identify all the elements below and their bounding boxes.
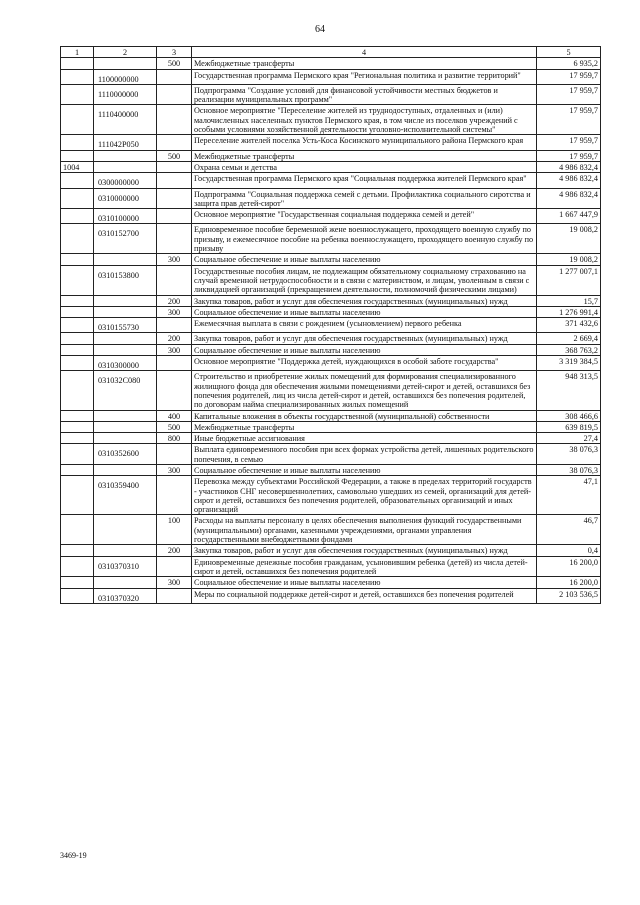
row-target-code — [94, 306, 157, 317]
row-expense-type: 500 — [157, 421, 192, 432]
row-amount: 17 959,7 — [537, 105, 601, 135]
table-row — [61, 58, 601, 69]
row-section-code — [61, 84, 94, 105]
row-expense-type — [157, 224, 192, 254]
row-name: Основное мероприятие "Переселение жителей из труднодоступных, отдаленных и (или) малочисленных населенных пунктов Пермского края, в том числе из поселков учреждений с особыми условиями хозяйственной деятельности уголовно-исполнительной системы" — [192, 105, 537, 135]
row-amount: 308 466,6 — [537, 410, 601, 421]
row-section-code: 1004 — [61, 161, 94, 172]
row-expense-type: 300 — [157, 306, 192, 317]
table-row — [61, 464, 601, 475]
row-expense-type — [157, 356, 192, 371]
document-footer-code: 3469-19 — [60, 851, 87, 860]
row-section-code — [61, 209, 94, 224]
row-section-code — [61, 344, 94, 355]
row-target-code — [94, 333, 157, 344]
row-section-code — [61, 464, 94, 475]
row-amount: 17 959,7 — [537, 84, 601, 105]
row-target-code: 0310370320 — [94, 588, 157, 603]
row-target-code: 031032С080 — [94, 371, 157, 410]
row-name: Выплата единовременного пособия при всех формах устройства детей, лишенных родительского попечения, в семью — [192, 444, 537, 465]
row-target-code — [94, 433, 157, 444]
table-row — [61, 161, 601, 172]
row-expense-type — [157, 173, 192, 188]
table-row — [61, 410, 601, 421]
row-section-code — [61, 577, 94, 588]
row-name: Социальное обеспечение и иные выплаты населению — [192, 254, 537, 265]
row-expense-type — [157, 371, 192, 410]
row-amount: 368 763,2 — [537, 344, 601, 355]
row-expense-type — [157, 588, 192, 603]
row-name: Основное мероприятие "Государственная социальная поддержка семей и детей" — [192, 209, 537, 224]
row-name: Государственная программа Пермского края "Социальная поддержка жителей Пермского края" — [192, 173, 537, 188]
row-expense-type: 100 — [157, 515, 192, 545]
row-name: Социальное обеспечение и иные выплаты населению — [192, 577, 537, 588]
row-name: Строительство и приобретение жилых помещений для формирования специализированного жилищного фонда для обеспечения жилыми помещениями детей-сирот и детей, оставшихся без попечения родителей, лиц из числа детей-сирот и детей, оставшихся без попечения родителей, по договорам найма специализированных жилых помещений — [192, 371, 537, 410]
row-target-code: 0310300000 — [94, 356, 157, 371]
row-name: Закупка товаров, работ и услуг для обеспечения государственных (муниципальных) нужд — [192, 295, 537, 306]
row-amount: 17 959,7 — [537, 150, 601, 161]
table-row — [61, 135, 601, 150]
table-row — [61, 318, 601, 333]
row-amount: 2 103 536,5 — [537, 588, 601, 603]
row-amount: 3 319 384,5 — [537, 356, 601, 371]
row-section-code — [61, 224, 94, 254]
row-amount: 17 959,7 — [537, 69, 601, 84]
table-row — [61, 306, 601, 317]
row-target-code: 0310370310 — [94, 556, 157, 577]
row-name: Государственная программа Пермского края "Региональная политика и развитие территорий" — [192, 69, 537, 84]
row-target-code: 0310152700 — [94, 224, 157, 254]
table-row — [61, 188, 601, 209]
row-expense-type: 200 — [157, 545, 192, 556]
row-name: Межбюджетные трансферты — [192, 150, 537, 161]
row-expense-type — [157, 105, 192, 135]
row-amount: 4 986 832,4 — [537, 173, 601, 188]
page-number: 64 — [315, 24, 325, 35]
row-expense-type — [157, 556, 192, 577]
row-amount: 1 277 007,1 — [537, 265, 601, 295]
row-amount: 38 076,3 — [537, 444, 601, 465]
row-section-code — [61, 254, 94, 265]
row-target-code: 1100000000 — [94, 69, 157, 84]
row-expense-type: 300 — [157, 577, 192, 588]
row-section-code — [61, 306, 94, 317]
row-target-code: 111042Р050 — [94, 135, 157, 150]
table-row — [61, 421, 601, 432]
table-row — [61, 209, 601, 224]
table-row — [61, 577, 601, 588]
row-section-code — [61, 588, 94, 603]
row-section-code — [61, 173, 94, 188]
row-section-code — [61, 265, 94, 295]
row-amount: 4 986 832,4 — [537, 161, 601, 172]
table-row — [61, 556, 601, 577]
row-target-code — [94, 515, 157, 545]
row-target-code — [94, 295, 157, 306]
row-name: Государственные пособия лицам, не подлежащим обязательному социальному страхованию на случай временной нетрудоспособности и в связи с материнством, и лицам, уволенным в связи с ликвидацией организаций (прекращением деятельности, полномочий физическими лицами) — [192, 265, 537, 295]
row-expense-type: 300 — [157, 254, 192, 265]
row-target-code: 0310100000 — [94, 209, 157, 224]
row-name: Межбюджетные трансферты — [192, 421, 537, 432]
table-row — [61, 265, 601, 295]
row-target-code: 0310352600 — [94, 444, 157, 465]
row-expense-type — [157, 476, 192, 515]
table-row — [61, 84, 601, 105]
budget-table — [60, 46, 601, 604]
row-expense-type — [157, 318, 192, 333]
row-name: Подпрограмма "Социальная поддержка семей с детьми. Профилактика социального сиротства и защита прав детей-сирот" — [192, 188, 537, 209]
row-section-code — [61, 410, 94, 421]
header-section: 1 — [61, 47, 94, 58]
budget-table-wrapper — [60, 46, 600, 604]
table-row — [61, 69, 601, 84]
row-amount: 0,4 — [537, 545, 601, 556]
header-expense-type: 3 — [157, 47, 192, 58]
row-section-code — [61, 556, 94, 577]
row-expense-type: 500 — [157, 58, 192, 69]
row-target-code: 0310359400 — [94, 476, 157, 515]
row-section-code — [61, 433, 94, 444]
row-amount: 371 432,6 — [537, 318, 601, 333]
row-amount: 15,7 — [537, 295, 601, 306]
row-expense-type — [157, 84, 192, 105]
row-target-code — [94, 344, 157, 355]
row-target-code — [94, 161, 157, 172]
header-name: 4 — [192, 47, 537, 58]
row-name: Основное мероприятие "Поддержка детей, нуждающихся в особой заботе государства" — [192, 356, 537, 371]
row-amount: 1 667 447,9 — [537, 209, 601, 224]
row-name: Единовременное пособие беременной жене военнослужащего, проходящего военную службу по призыву, и ежемесячное пособие на ребенка военнослужащего, проходящего военную службу по призыву — [192, 224, 537, 254]
row-section-code — [61, 188, 94, 209]
row-expense-type: 400 — [157, 410, 192, 421]
row-target-code: 0310153800 — [94, 265, 157, 295]
row-section-code — [61, 545, 94, 556]
row-target-code: 0310000000 — [94, 188, 157, 209]
row-target-code: 0310155730 — [94, 318, 157, 333]
row-expense-type: 200 — [157, 333, 192, 344]
row-section-code — [61, 318, 94, 333]
row-amount: 27,4 — [537, 433, 601, 444]
row-expense-type: 800 — [157, 433, 192, 444]
row-target-code: 0300000000 — [94, 173, 157, 188]
row-amount: 1 276 991,4 — [537, 306, 601, 317]
row-name: Межбюджетные трансферты — [192, 58, 537, 69]
row-target-code — [94, 421, 157, 432]
row-section-code — [61, 333, 94, 344]
row-amount: 639 819,5 — [537, 421, 601, 432]
row-expense-type: 500 — [157, 150, 192, 161]
table-row — [61, 356, 601, 371]
row-expense-type — [157, 209, 192, 224]
table-body — [61, 58, 601, 604]
row-section-code — [61, 444, 94, 465]
row-name: Единовременные денежные пособия гражданам, усыновившим ребенка (детей) из числа детей-сирот и детей, оставшихся без попечения родителей — [192, 556, 537, 577]
row-amount: 17 959,7 — [537, 135, 601, 150]
row-section-code — [61, 371, 94, 410]
row-expense-type: 300 — [157, 464, 192, 475]
row-section-code — [61, 105, 94, 135]
row-name: Расходы на выплаты персоналу в целях обеспечения выполнения функций государственными (муниципальными) органами, казенными учреждениями, органами управления государственными внебюджетными фондами — [192, 515, 537, 545]
table-row — [61, 344, 601, 355]
row-section-code — [61, 421, 94, 432]
table-header-row — [61, 47, 601, 58]
row-expense-type: 200 — [157, 295, 192, 306]
row-name: Социальное обеспечение и иные выплаты населению — [192, 306, 537, 317]
row-name: Закупка товаров, работ и услуг для обеспечения государственных (муниципальных) нужд — [192, 333, 537, 344]
header-amount: 5 — [537, 47, 601, 58]
row-section-code — [61, 69, 94, 84]
row-expense-type — [157, 69, 192, 84]
row-section-code — [61, 295, 94, 306]
table-row — [61, 224, 601, 254]
row-section-code — [61, 135, 94, 150]
row-section-code — [61, 150, 94, 161]
table-row — [61, 433, 601, 444]
row-expense-type: 300 — [157, 344, 192, 355]
row-amount: 38 076,3 — [537, 464, 601, 475]
row-name: Иные бюджетные ассигнования — [192, 433, 537, 444]
table-row — [61, 588, 601, 603]
row-amount: 6 935,2 — [537, 58, 601, 69]
row-target-code — [94, 58, 157, 69]
row-section-code — [61, 58, 94, 69]
row-name: Закупка товаров, работ и услуг для обеспечения государственных (муниципальных) нужд — [192, 545, 537, 556]
row-amount: 16 200,0 — [537, 577, 601, 588]
table-row — [61, 295, 601, 306]
table-row — [61, 476, 601, 515]
row-name: Переселение жителей поселка Усть-Коса Косинского муниципального района Пермского края — [192, 135, 537, 150]
table-row — [61, 371, 601, 410]
row-section-code — [61, 356, 94, 371]
row-section-code — [61, 476, 94, 515]
table-row — [61, 545, 601, 556]
row-name: Подпрограмма "Создание условий для финансовой устойчивости местных бюджетов и реализации муниципальных программ" — [192, 84, 537, 105]
row-expense-type — [157, 265, 192, 295]
row-expense-type — [157, 161, 192, 172]
table-row — [61, 173, 601, 188]
row-name: Социальное обеспечение и иные выплаты населению — [192, 464, 537, 475]
row-name: Ежемесячная выплата в связи с рождением (усыновлением) первого ребенка — [192, 318, 537, 333]
row-name: Капитальные вложения в объекты государственной (муниципальной) собственности — [192, 410, 537, 421]
row-expense-type — [157, 444, 192, 465]
table-row — [61, 150, 601, 161]
row-target-code — [94, 150, 157, 161]
row-amount: 46,7 — [537, 515, 601, 545]
row-expense-type — [157, 135, 192, 150]
row-target-code: 1110400000 — [94, 105, 157, 135]
row-name: Охрана семьи и детства — [192, 161, 537, 172]
row-name: Меры по социальной поддержке детей-сирот и детей, оставшихся без попечения родителей — [192, 588, 537, 603]
row-name: Социальное обеспечение и иные выплаты населению — [192, 344, 537, 355]
table-row — [61, 254, 601, 265]
row-amount: 19 008,2 — [537, 224, 601, 254]
row-target-code — [94, 254, 157, 265]
header-target-code: 2 — [94, 47, 157, 58]
row-amount: 16 200,0 — [537, 556, 601, 577]
row-amount: 948 313,5 — [537, 371, 601, 410]
row-target-code: 1110000000 — [94, 84, 157, 105]
row-name: Перевозка между субъектами Российской Федерации, а также в пределах территорий государств - участников СНГ несовершеннолетних, самовольно ушедших из семей, организаций для детей-сирот и детей, оставшихся без попечения родителей, образовательных организаций и иных организаций — [192, 476, 537, 515]
row-target-code — [94, 410, 157, 421]
row-amount: 19 008,2 — [537, 254, 601, 265]
table-row — [61, 333, 601, 344]
row-amount: 2 669,4 — [537, 333, 601, 344]
row-target-code — [94, 577, 157, 588]
table-row — [61, 105, 601, 135]
table-row — [61, 444, 601, 465]
row-target-code — [94, 464, 157, 475]
row-target-code — [94, 545, 157, 556]
row-expense-type — [157, 188, 192, 209]
row-amount: 4 986 832,4 — [537, 188, 601, 209]
row-amount: 47,1 — [537, 476, 601, 515]
row-section-code — [61, 515, 94, 545]
table-row — [61, 515, 601, 545]
